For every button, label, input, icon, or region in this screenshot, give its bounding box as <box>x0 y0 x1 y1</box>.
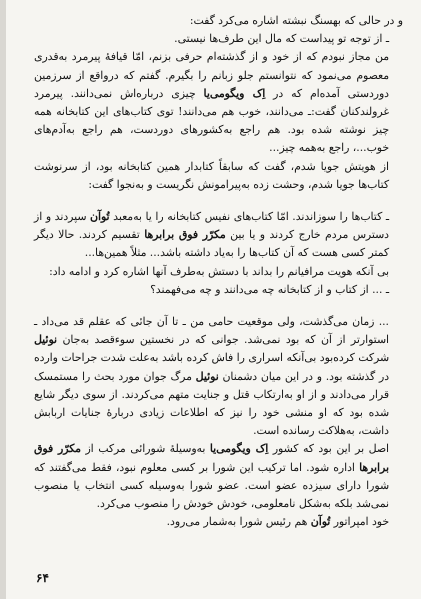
paragraph <box>34 440 403 513</box>
text-run: هم رئیس شورا به‌شمار می‌رود. <box>166 515 311 529</box>
paragraph <box>34 208 403 263</box>
text-run: سپردند و از دسترس مردم خارج کردند و یا بین <box>34 210 389 242</box>
paragraph <box>34 48 403 157</box>
text-run: و در حالی که بهسنگ نبشته اشاره می‌کرد گفت: <box>189 14 403 27</box>
text-run: چیزی درباره‌اش نمی‌دانند. پیرمرد غرولندکنان گفت:ـ می‌دانند، خوب هم می‌دانند! توی کتاب‌های این کتابخانه همه چیز نوشته شده بود. هم راجع به‌کشورهای دوردست، هم راجع به‌آدم‌های خوب...، راجع به‌همه چیز... <box>34 86 389 155</box>
paragraph <box>34 313 403 440</box>
bold-term: اِک ویگومی‌یا <box>203 86 266 100</box>
bold-term: مکرّر فوق برابرها <box>144 228 226 242</box>
text-run: ـ ... از کتاب و از کتابخانه چه می‌دانند و چه می‌فهمند؟ <box>150 282 389 296</box>
bold-term: نوئیل <box>195 369 219 383</box>
text-run: تقسیم کردند. حالا دیگر کمتر کسی هست که آن کتاب‌ها را به‌یاد داشته باشد... مثلاً همین‌ها... <box>34 228 389 260</box>
paragraph <box>34 263 403 281</box>
text-run: ـ از توجه تو پیداست که مال این طرف‌ها نیستی. <box>174 32 389 46</box>
text-run: مرگ جوان مورد بحث را مستمسک قرار می‌دادند و از او به‌ارتکاب قتل و جنایت متهم می‌کردند. از سوی دیگر شایع شده بود که او منشی خود را نیز که اطلاعات زیادی دربارهٔ جنایات اربابش داشت، به‌هلاکت رسانده است. <box>34 369 389 438</box>
text-run: شرکت کرده‌بود بی‌آنکه اسراری را فاش کرده باشد به‌علت شدت جراحات وارده در گذشته بود. و در این میان دشمنان <box>34 351 390 383</box>
text-run: از هویتش جویا شدم، گفت که سابقاً کتابدار همین کتابخانه بود، از سرنوشت کتاب‌ها جویا شدم، وحشت زده به‌پیرامونش نگریست و به‌نجوا گفت: <box>34 159 389 191</box>
text-run: خود امپراتور <box>330 515 389 529</box>
paragraph <box>34 281 403 299</box>
text-run: اداره شود. اما ترکیب این شورا بر کسی معلوم نبود، فقط می‌گفتند که شورا دارای سیزده عضو است. عضو شورا به‌وسیله کسی انتخاب یا منصوب نمی‌شد بلکه به‌شکل نامعلومی، خودش خودش را منصوب می‌کرد. <box>34 460 389 511</box>
paragraph <box>34 158 403 194</box>
bold-term: تُوآن <box>310 515 331 529</box>
text-run: من مجاز نبودم که از خود و از گذشته‌ام حرفی بزنم، امّا قیافهٔ پیرمرد به‌قدری معصوم می‌نمود که نتوانستم جلو زبانم را بگیرم. گفتم که درواقع از سرزمین دوردستی آمده‌ام که در <box>34 50 389 100</box>
text-run: به‌وسیلهٔ شورائی مرکب از <box>80 442 210 456</box>
text-run: ـ کتاب‌ها را سوزاندند. امّا کتاب‌های نفیس کتابخانه را یا به‌معبد <box>109 210 389 224</box>
paragraph <box>34 12 403 30</box>
paragraph <box>34 30 403 48</box>
body-text <box>34 12 403 531</box>
text-run: ... زمان می‌گذشت، ولی موقعیت حامی من ـ تا آن جائی که عقلم قد می‌داد ـ استوارتر از آن که بود نمی‌شد. جوانی که در نخستین سوءقصد به‌جان <box>34 315 389 347</box>
bold-term: تُوآن <box>90 210 110 224</box>
bold-term: اِک ویگومی‌یا <box>209 442 269 456</box>
text-run: بی آنکه هویت مرافیانم را بداند با دستش به‌طرف آنها اشاره کرد و ادامه داد: <box>49 264 389 278</box>
paragraph <box>34 513 403 531</box>
bold-term: مکرّر فوق برابرها <box>34 442 389 474</box>
bold-term: نوئیل <box>34 333 58 347</box>
text-run: اصل بر این بود که کشور <box>268 442 390 456</box>
page-number: ۶۴ <box>36 571 49 585</box>
